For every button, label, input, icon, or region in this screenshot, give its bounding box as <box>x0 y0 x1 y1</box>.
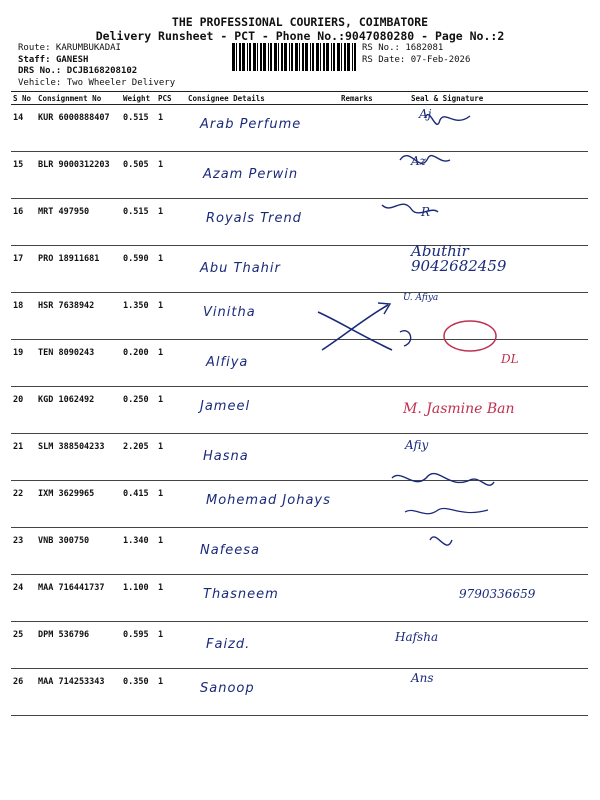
document-title: THE PROFESSIONAL COURIERS, COIMBATORE <box>171 15 429 29</box>
remarks-cell <box>339 340 391 387</box>
consignee-handwriting: Arab Perfume <box>200 117 302 132</box>
pcs-cell: 1 <box>156 105 186 152</box>
remarks-cell <box>339 246 391 293</box>
signature-cell <box>391 105 588 152</box>
table-row <box>11 669 588 716</box>
consignment-cell: VNB 300750 <box>36 528 121 575</box>
consignee-cell <box>186 199 339 246</box>
table-row <box>11 340 588 387</box>
consignment-cell: KUR 6000888407 <box>36 105 121 152</box>
signature-cell <box>391 575 588 622</box>
signature-handwriting: Abuthir 9042682459 <box>411 242 507 275</box>
weight-cell: 0.505 <box>121 152 156 199</box>
signature-handwriting: Afiy <box>405 438 429 452</box>
signature-cell <box>391 434 588 481</box>
signature-cell <box>391 293 588 340</box>
table-row <box>11 152 588 199</box>
signature-handwriting: 9790336659 <box>459 587 536 601</box>
rs-date: RS Date: 07-Feb-2026 <box>362 54 471 65</box>
rs-info <box>362 43 470 66</box>
sno-cell: 26 <box>11 669 36 716</box>
drs-value: DCJB168208102 <box>66 66 138 76</box>
col-consignment: Consignment No <box>36 92 121 105</box>
signature-cell <box>391 152 588 199</box>
consignee-cell <box>186 340 339 387</box>
col-sno: S No <box>11 92 36 105</box>
weight-cell: 0.350 <box>121 669 156 716</box>
consignee-cell <box>186 152 339 199</box>
consignment-cell: MRT 497950 <box>36 199 121 246</box>
weight-cell: 1.100 <box>121 575 156 622</box>
consignee-handwriting: Azam Perwin <box>203 167 299 182</box>
document-subtitle: Delivery Runsheet - PCT - Phone No.:9047080280 - Page No.:2 <box>95 29 505 43</box>
signature-cell <box>391 481 588 528</box>
staff-value: GANESH <box>55 54 89 65</box>
col-weight: Weight <box>121 92 156 105</box>
remarks-cell <box>339 528 391 575</box>
signature-handwriting: R <box>421 205 431 219</box>
col-seal: Seal & Signature <box>391 92 588 105</box>
consignee-cell <box>186 293 339 340</box>
col-consignee: Consignee Details <box>186 92 339 105</box>
table-row <box>11 622 588 669</box>
weight-cell: 0.590 <box>121 246 156 293</box>
consignee-cell <box>186 387 339 434</box>
consignee-cell <box>186 669 339 716</box>
pcs-cell: 1 <box>156 199 186 246</box>
pcs-cell: 1 <box>156 669 186 716</box>
signature-cell <box>391 622 588 669</box>
remarks-cell <box>339 669 391 716</box>
consignee-handwriting: Faizd. <box>206 637 251 652</box>
pcs-cell: 1 <box>156 246 186 293</box>
sno-cell: 23 <box>11 528 36 575</box>
signature-cell <box>391 340 588 387</box>
weight-cell: 0.250 <box>121 387 156 434</box>
remarks-cell <box>339 575 391 622</box>
remarks-cell <box>339 387 391 434</box>
signature-handwriting: M. Jasmine Ban <box>403 401 515 417</box>
sno-cell: 18 <box>11 293 36 340</box>
table-row <box>11 387 588 434</box>
signature-handwriting: DL <box>501 352 519 366</box>
consignee-handwriting: Sanoop <box>200 681 255 696</box>
vehicle-line: Vehicle: Two Wheeler Delivery <box>18 77 176 88</box>
consignee-cell <box>186 105 339 152</box>
sno-cell: 14 <box>11 105 36 152</box>
remarks-cell <box>339 293 391 340</box>
weight-cell: 0.515 <box>121 105 156 152</box>
consignment-cell: PRO 18911681 <box>36 246 121 293</box>
table-row <box>11 528 588 575</box>
consignee-cell <box>186 481 339 528</box>
consignee-handwriting: Abu Thahir <box>200 261 281 276</box>
consignment-cell: KGD 1062492 <box>36 387 121 434</box>
sno-cell: 19 <box>11 340 36 387</box>
consignment-cell: IXM 3629965 <box>36 481 121 528</box>
route-info <box>18 43 175 89</box>
signature-handwriting: Az <box>411 154 426 168</box>
signature-cell <box>391 199 588 246</box>
consignment-cell: SLM 388504233 <box>36 434 121 481</box>
sno-cell: 15 <box>11 152 36 199</box>
drs-label: DRS No.: <box>18 66 62 76</box>
staff-line <box>18 55 175 67</box>
consignee-handwriting: Thasneem <box>203 587 279 602</box>
sno-cell: 16 <box>11 199 36 246</box>
signature-handwriting: Hafsha <box>395 630 439 644</box>
consignee-handwriting: Mohemad Johays <box>206 493 331 508</box>
sno-cell: 20 <box>11 387 36 434</box>
pcs-cell: 1 <box>156 293 186 340</box>
table-header-row <box>11 92 588 105</box>
col-pcs: PCS <box>156 92 186 105</box>
pcs-cell: 1 <box>156 622 186 669</box>
pcs-cell: 1 <box>156 528 186 575</box>
sno-cell: 17 <box>11 246 36 293</box>
signature-cell <box>391 669 588 716</box>
consignee-cell <box>186 575 339 622</box>
signature-handwriting: Ans <box>411 671 434 685</box>
weight-cell: 2.205 <box>121 434 156 481</box>
consignment-cell: BLR 9000312203 <box>36 152 121 199</box>
pcs-cell: 1 <box>156 152 186 199</box>
consignee-cell <box>186 434 339 481</box>
remarks-cell <box>339 434 391 481</box>
consignee-handwriting: Hasna <box>203 449 249 464</box>
weight-cell: 0.595 <box>121 622 156 669</box>
runsheet-table <box>11 91 588 716</box>
staff-label: Staff: <box>18 54 51 65</box>
table-row <box>11 246 588 293</box>
sno-cell: 21 <box>11 434 36 481</box>
remarks-cell <box>339 199 391 246</box>
consignment-cell: MAA 714253343 <box>36 669 121 716</box>
pcs-cell: 1 <box>156 340 186 387</box>
remarks-cell <box>339 481 391 528</box>
consignment-cell: DPM 536796 <box>36 622 121 669</box>
remarks-cell <box>339 152 391 199</box>
weight-cell: 0.200 <box>121 340 156 387</box>
drs-line <box>18 66 175 78</box>
table-row <box>11 434 588 481</box>
consignment-cell: MAA 716441737 <box>36 575 121 622</box>
signature-handwriting: Aj <box>419 107 432 121</box>
weight-cell: 0.515 <box>121 199 156 246</box>
weight-cell: 1.350 <box>121 293 156 340</box>
sno-cell: 25 <box>11 622 36 669</box>
consignee-cell <box>186 528 339 575</box>
signature-cell <box>391 387 588 434</box>
remarks-cell <box>339 105 391 152</box>
table-row <box>11 575 588 622</box>
rs-number: RS No.: 1682081 <box>362 43 444 53</box>
weight-cell: 1.340 <box>121 528 156 575</box>
sno-cell: 22 <box>11 481 36 528</box>
table-row <box>11 105 588 152</box>
signature-cell <box>391 242 588 293</box>
consignee-handwriting: Jameel <box>200 399 251 414</box>
consignee-handwriting: Alfiya <box>206 355 249 370</box>
signature-cell <box>391 528 588 575</box>
col-remarks: Remarks <box>339 92 391 105</box>
sno-cell: 24 <box>11 575 36 622</box>
consignee-handwriting: Royals Trend <box>206 211 302 226</box>
consignee-handwriting: Vinitha <box>203 305 256 320</box>
table-row <box>11 293 588 340</box>
signature-handwriting: U. Afiya <box>403 293 439 303</box>
pcs-cell: 1 <box>156 387 186 434</box>
barcode-image <box>232 43 359 71</box>
table-row <box>11 481 588 528</box>
weight-cell: 0.415 <box>121 481 156 528</box>
consignment-cell: TEN 8090243 <box>36 340 121 387</box>
table-row <box>11 199 588 246</box>
consignment-cell: HSR 7638942 <box>36 293 121 340</box>
consignee-cell <box>186 246 339 293</box>
pcs-cell: 1 <box>156 575 186 622</box>
pcs-cell: 1 <box>156 481 186 528</box>
consignee-cell <box>186 622 339 669</box>
pcs-cell: 1 <box>156 434 186 481</box>
consignee-handwriting: Nafeesa <box>200 543 261 558</box>
route-line: Route: KARUMBUKADAI <box>18 43 121 53</box>
remarks-cell <box>339 622 391 669</box>
